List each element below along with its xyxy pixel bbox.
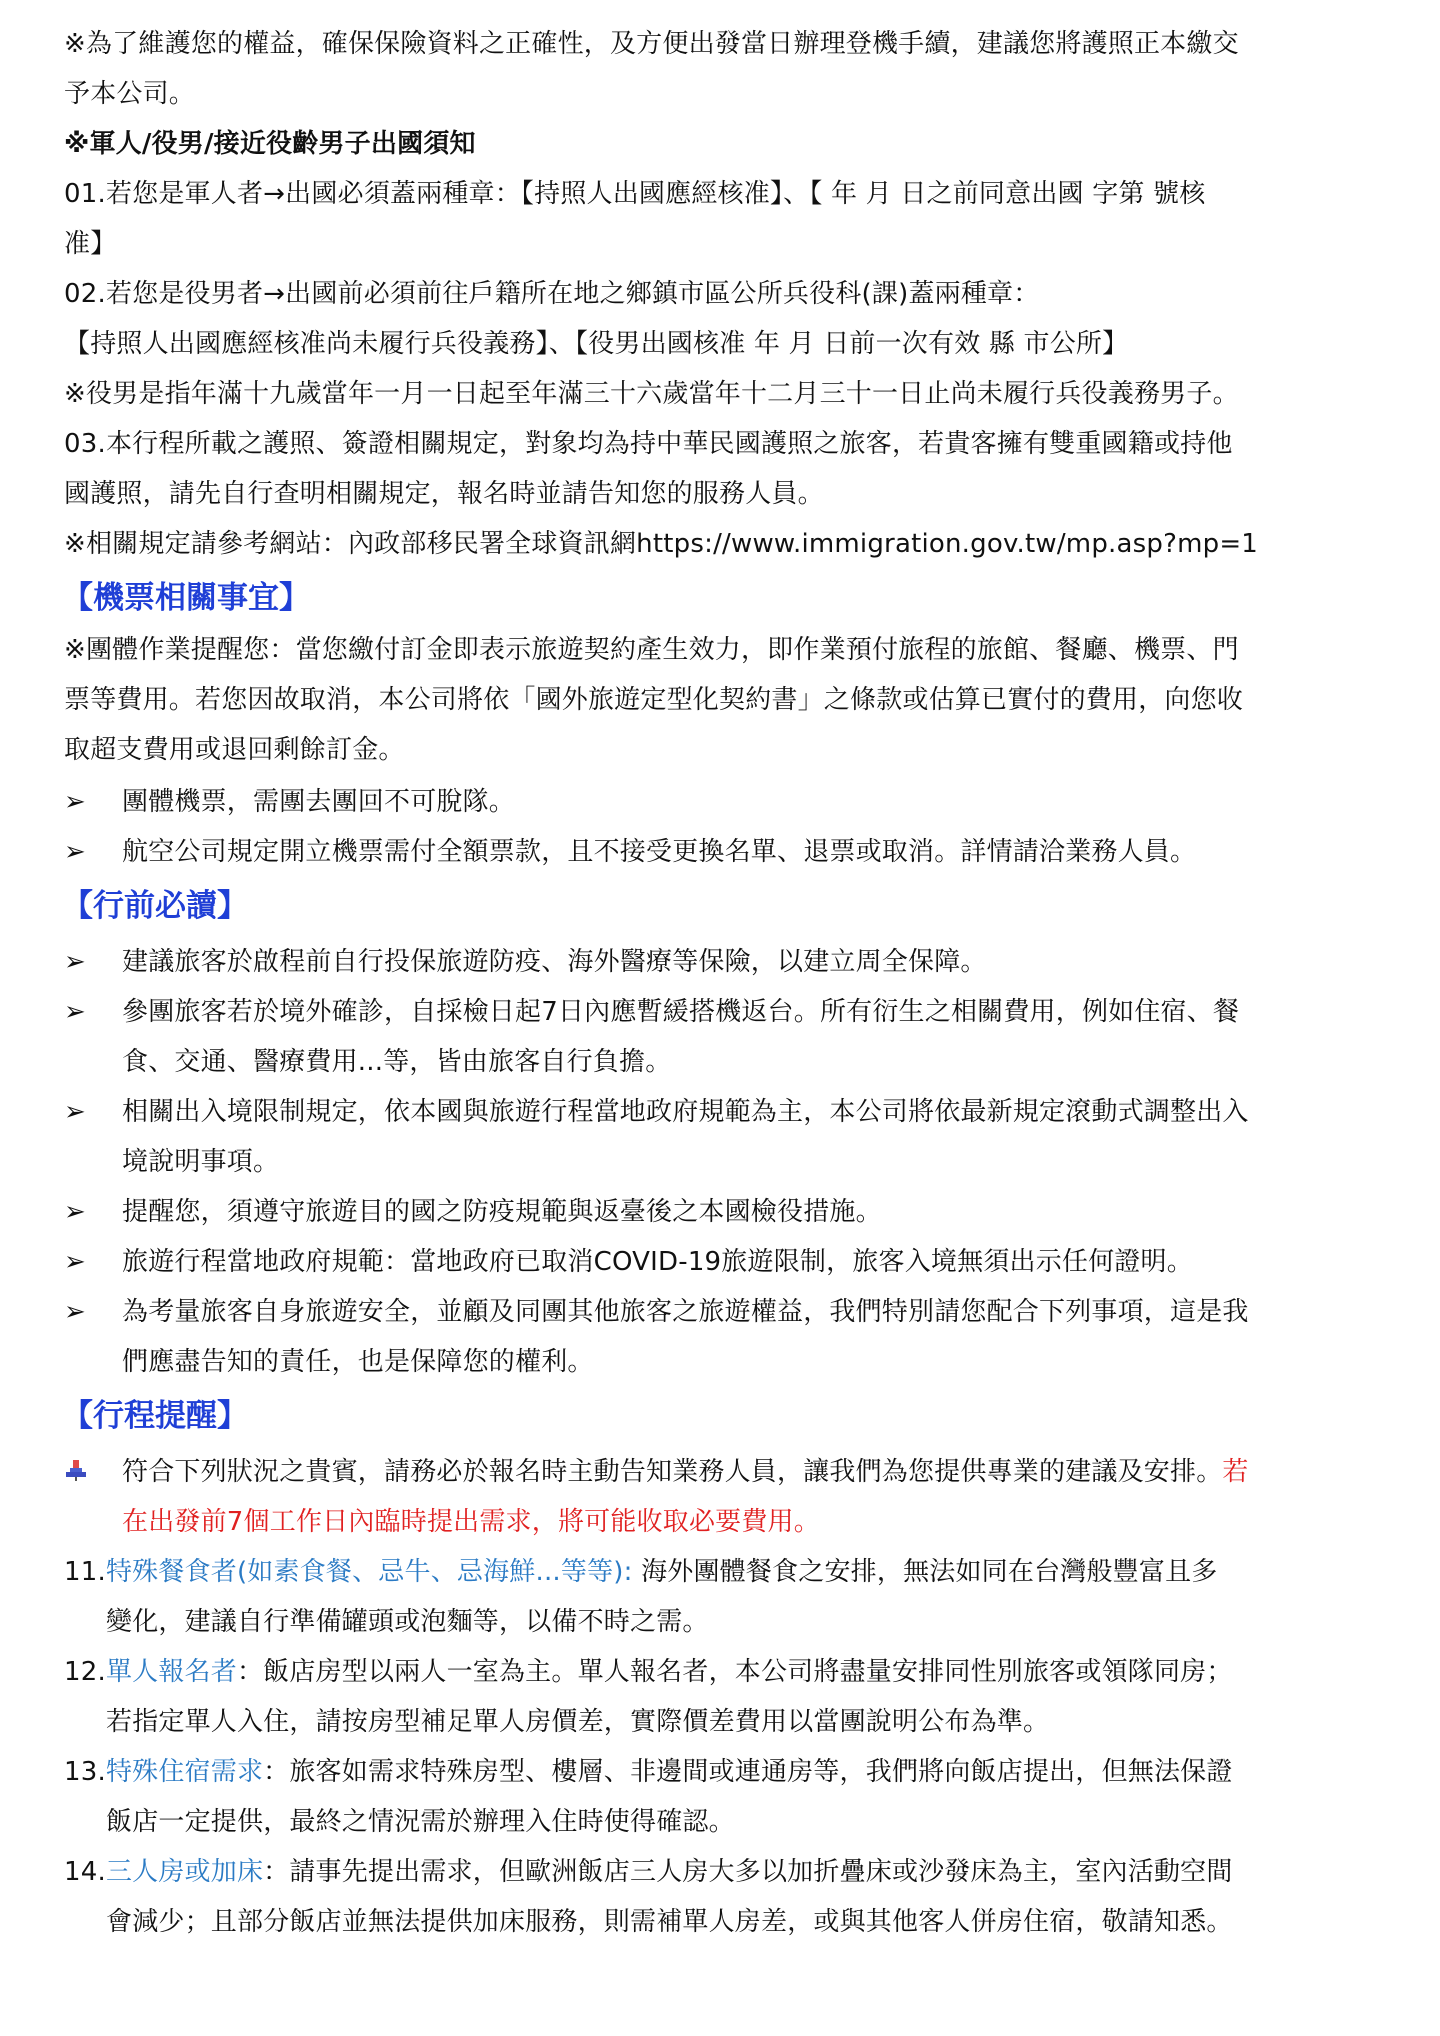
item-label-special-lodging: 特殊住宿需求 xyxy=(105,1757,264,1787)
ticket-bullet-1: 團體機票，需團去團回不可脫隊。 xyxy=(122,787,516,817)
military-definition: ※役男是指年滿十九歲當年一月一日起至年滿三十六歲當年十二月三十一日止尚未履行兵役義務男子。 xyxy=(64,379,1239,409)
item-number: 14. xyxy=(64,1857,106,1887)
item-label-single-registrant: 單人報名者 xyxy=(105,1657,237,1687)
reminder-item-11-line-1 xyxy=(64,1556,1370,1588)
military-item-02-line-1: 02.若您是役男者→出國前必須前往戶籍所在地之鄉鎮市區公所兵役科(課)蓋兩種章： xyxy=(64,279,1040,309)
item-label-triple-room: 三人房或加床 xyxy=(105,1857,264,1887)
before-bullet-6-line-2: 們應盡告知的責任，也是保障您的權利。 xyxy=(122,1347,594,1377)
bullet-arrow-icon: ➢ xyxy=(64,1097,86,1127)
reminder-fee-warning-start: 若 xyxy=(1222,1457,1249,1487)
reminder-fee-warning: 在出發前7個工作日內臨時提出需求，將可能收取必要費用。 xyxy=(122,1507,820,1537)
military-notice-title: ※軍人/役男/接近役齡男子出國須知 xyxy=(64,129,476,159)
before-bullet-5: 旅遊行程當地政府規範：當地政府已取消COVID-19旅遊限制，旅客入境無須出示任何證明。 xyxy=(122,1247,1193,1277)
reminder-section-heading: 【行程提醒】 xyxy=(62,1398,248,1434)
item-text: ：請事先提出需求，但歐洲飯店三人房大多以加折疊床或沙發床為主，室內活動空間 xyxy=(263,1857,1233,1887)
notice-passport-line-1: ※為了維護您的權益，確保保險資料之正確性，及方便出發當日辦理登機手續，建議您將護照正本繳交 xyxy=(64,29,1239,59)
item-number: 12. xyxy=(64,1657,106,1687)
item-text: 海外團體餐食之安排，無法如同在台灣般豐富且多 xyxy=(632,1557,1218,1587)
reminder-item-13-line-1 xyxy=(64,1756,1370,1788)
reference-website: ※相關規定請參考網站：內政部移民署全球資訊網https://www.immigration.gov.tw/mp.asp?mp=1 xyxy=(64,529,1259,559)
before-bullet-2-line-2: 食、交通、醫療費用...等，皆由旅客自行負擔。 xyxy=(122,1047,672,1077)
item-number: 11. xyxy=(64,1557,106,1587)
item-text: ：旅客如需求特殊房型、樓層、非邊間或連通房等，我們將向飯店提出，但無法保證 xyxy=(263,1757,1233,1787)
bullet-arrow-icon: ➢ xyxy=(64,997,86,1027)
before-bullet-2-line-1: 參團旅客若於境外確診，自採檢日起7日內應暫緩搭機返台。所有衍生之相關費用，例如住宿、餐 xyxy=(122,997,1240,1027)
bullet-arrow-icon: ➢ xyxy=(64,837,86,867)
bullet-arrow-icon: ➢ xyxy=(64,787,86,817)
reminder-item-11-line-2: 變化，建議自行準備罐頭或泡麵等，以備不時之需。 xyxy=(106,1607,709,1637)
ticket-paragraph-line-1: ※團體作業提醒您：當您繳付訂金即表示旅遊契約產生效力，即作業預付旅程的旅館、餐廳、機票、門 xyxy=(64,635,1239,665)
before-section-heading: 【行前必讀】 xyxy=(62,888,248,924)
before-bullet-6-line-1: 為考量旅客自身旅遊安全，並顧及同團其他旅客之旅遊權益，我們特別請您配合下列事項，這是我 xyxy=(122,1297,1249,1327)
reminder-item-14-line-1 xyxy=(64,1856,1370,1888)
before-bullet-3-line-2: 境說明事項。 xyxy=(122,1147,280,1177)
reminder-item-12-line-1 xyxy=(64,1656,1370,1688)
military-item-03-line-2: 國護照，請先自行查明相關規定，報名時並請告知您的服務人員。 xyxy=(64,479,824,509)
military-item-01-line-2: 准】 xyxy=(64,229,117,259)
before-bullet-4: 提醒您，須遵守旅遊目的國之防疫規範與返臺後之本國檢役措施。 xyxy=(122,1197,882,1227)
bullet-arrow-icon: ➢ xyxy=(64,1197,86,1227)
item-number: 13. xyxy=(64,1757,106,1787)
notice-passport-line-2: 予本公司。 xyxy=(64,79,196,109)
item-text: ：飯店房型以兩人一室為主。單人報名者，本公司將盡量安排同性別旅客或領隊同房； xyxy=(236,1657,1233,1687)
ticket-bullet-2: 航空公司規定開立機票需付全額票款，且不接受更換名單、退票或取消。詳情請洽業務人員。 xyxy=(122,837,1197,867)
ticket-paragraph-line-3: 取超支費用或退回剩餘訂金。 xyxy=(64,735,405,765)
reminder-item-12-line-2: 若指定單人入住，請按房型補足單人房價差，實際價差費用以當團說明公布為準。 xyxy=(106,1707,1050,1737)
before-bullet-1: 建議旅客於啟程前自行投保旅遊防疫、海外醫療等保險，以建立周全保障。 xyxy=(122,947,987,977)
reminder-item-13-line-2: 飯店一定提供，最終之情況需於辦理入住時使得確認。 xyxy=(106,1807,735,1837)
military-item-01-line-1: 01.若您是軍人者→出國必須蓋兩種章：【持照人出國應經核准】、【 年 月 日之前同意出國 字第 號核 xyxy=(64,179,1206,209)
bullet-arrow-icon: ➢ xyxy=(64,1297,86,1327)
ticket-paragraph-line-2: 票等費用。若您因故取消，本公司將依「國外旅遊定型化契約書」之條款或估算已實付的費用，向您收 xyxy=(64,685,1244,715)
pushpin-bullet-icon xyxy=(64,1458,88,1482)
military-item-02-line-2: 【持照人出國應經核准尚未履行兵役義務】、【役男出國核准 年 月 日前一次有效 縣 市公所】 xyxy=(64,329,1129,359)
reminder-item-14-line-2: 會減少；且部分飯店並無法提供加床服務，則需補單人房差，或與其他客人併房住宿，敬請知悉。 xyxy=(106,1907,1233,1937)
military-item-03-line-1: 03.本行程所載之護照、簽證相關規定，對象均為持中華民國護照之旅客，若貴客擁有雙重國籍或持他 xyxy=(64,429,1233,459)
before-bullet-3-line-1: 相關出入境限制規定，依本國與旅遊行程當地政府規範為主，本公司將依最新規定滾動式調整出入 xyxy=(122,1097,1249,1127)
item-label-special-meal: 特殊餐食者(如素食餐、忌牛、忌海鮮...等等): xyxy=(105,1557,633,1587)
bullet-arrow-icon: ➢ xyxy=(64,1247,86,1277)
ticket-section-heading: 【機票相關事宜】 xyxy=(62,580,310,616)
reminder-intro-line-1 xyxy=(122,1456,1370,1488)
reminder-intro-text: 符合下列狀況之貴賓，請務必於報名時主動告知業務人員，讓我們為您提供專業的建議及安排。 xyxy=(122,1457,1223,1487)
bullet-arrow-icon: ➢ xyxy=(64,947,86,977)
